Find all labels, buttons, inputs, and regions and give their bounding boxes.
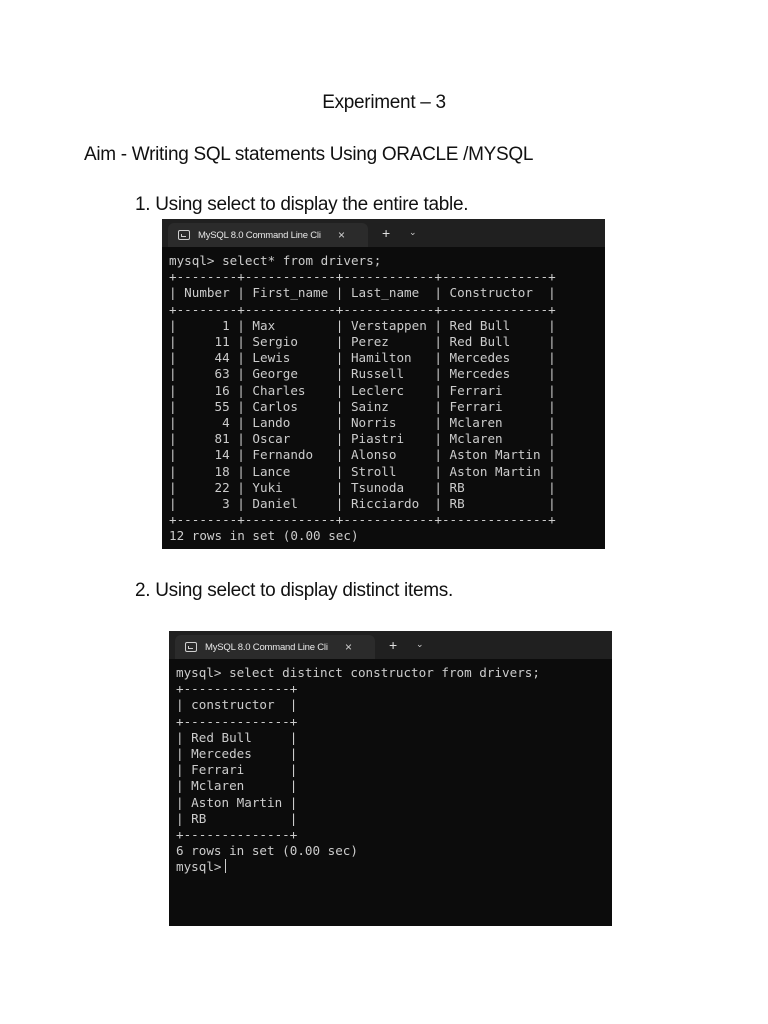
terminal-tab-label: MySQL 8.0 Command Line Cli (205, 641, 328, 653)
close-icon[interactable]: × (345, 640, 353, 654)
step-2-heading: 2. Using select to display distinct items. (135, 580, 453, 601)
terminal-output[interactable] (169, 659, 612, 876)
aim-text: Aim - Writing SQL statements Using ORACLE /MYSQL (84, 144, 534, 165)
step-1-heading: 1. Using select to display the entire table. (135, 194, 469, 215)
terminal-icon (178, 230, 190, 240)
terminal-tab[interactable] (168, 223, 368, 247)
page-title: Experiment – 3 (322, 92, 446, 113)
terminal-output: mysql> select* from drivers; +--------+------------+------------+--------------+ | Number | First_name | Last_name | Constructor | +--------+------------+------------+--------------+ | 1 | Max | Verstappen | Red Bull | | 11 | Sergio | Perez | Red Bull | | 44 | Lewis | Hamilton | Mercedes | | 63 | George | Russell | Mercedes | | 16 | Charles | Leclerc | Ferrari | | 55 | Carlos | Sainz | Ferrari | | 4 | Lando | Norris | Mclaren | | 81 | Oscar | Piastri | Mclaren | | 14 | Fernando | Alonso | Aston Martin | | 18 | Lance | Stroll | Aston Martin | | 22 | Yuki | Tsunoda | RB | | 3 | Daniel | Ricciardo | RB | +--------+------------+------------+--------------+ 12 rows in set (0.00 sec) (169, 253, 556, 544)
terminal-history: mysql> select distinct constructor from drivers; +--------------+ | constructor | +--------------+ | Red Bull | | Mercedes | | Ferrari | | Mclaren | | Aston Martin | | RB | +--------------+ 6 rows in set (0.00 sec) (176, 665, 540, 859)
new-tab-button[interactable]: + (389, 637, 398, 653)
terminal-tab-label: MySQL 8.0 Command Line Cli (198, 229, 321, 241)
terminal-tab-bar (162, 219, 605, 247)
terminal-window-2[interactable] (169, 631, 612, 926)
terminal-tab[interactable] (175, 635, 375, 659)
new-tab-button[interactable]: + (382, 225, 391, 241)
terminal-tab-bar (169, 631, 612, 659)
chevron-down-icon[interactable]: ⌄ (409, 227, 417, 237)
text-cursor (225, 859, 226, 873)
chevron-down-icon[interactable]: ⌄ (416, 639, 424, 649)
terminal-window-1[interactable] (162, 219, 605, 549)
terminal-icon (185, 642, 197, 652)
terminal-prompt: mysql> (176, 859, 222, 875)
close-icon[interactable]: × (338, 228, 346, 242)
